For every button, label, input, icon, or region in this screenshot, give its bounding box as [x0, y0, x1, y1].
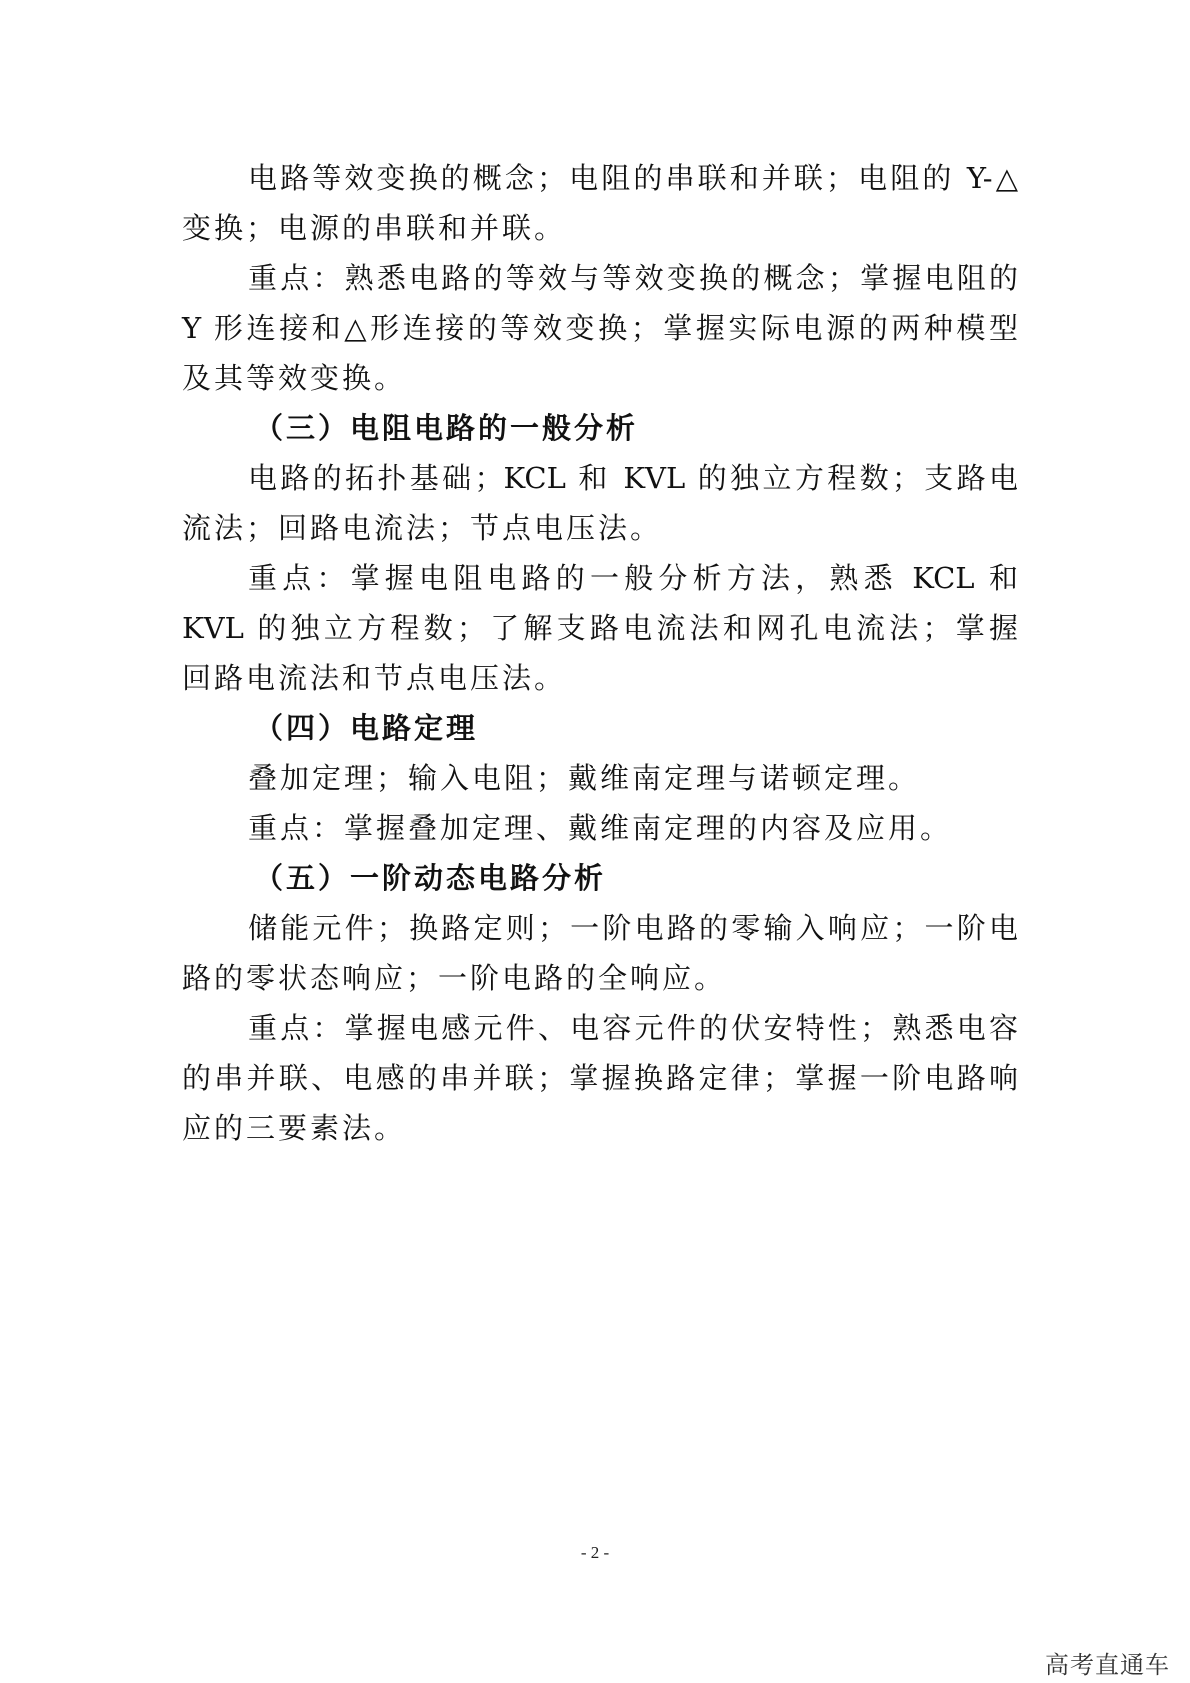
- paragraph-line: 的串并联、电感的串并联；掌握换路定律；掌握一阶电路响: [182, 1061, 1018, 1095]
- paragraph-line: 应的三要素法。: [182, 1111, 407, 1145]
- paragraph-line: KVL 的独立方程数；了解支路电流法和网孔电流法；掌握: [182, 611, 1018, 645]
- paragraph-line: 重点：掌握电感元件、电容元件的伏安特性；熟悉电容: [248, 1011, 1018, 1045]
- paragraph-line: 储能元件；换路定则；一阶电路的零输入响应；一阶电: [248, 911, 1018, 945]
- paragraph-line: 流法；回路电流法；节点电压法。: [182, 511, 663, 545]
- paragraph-line: 叠加定理；输入电阻；戴维南定理与诺顿定理。: [248, 761, 921, 795]
- section-heading: （四）电路定理: [254, 711, 479, 745]
- section-heading: （五）一阶动态电路分析: [254, 861, 607, 895]
- page-number: - 2 -: [580, 1543, 610, 1562]
- paragraph-line: 重点：熟悉电路的等效与等效变换的概念；掌握电阻的: [248, 261, 1018, 295]
- paragraph-line: 电路的拓扑基础；KCL 和 KVL 的独立方程数；支路电: [248, 461, 1018, 495]
- watermark-text: 高考直通车: [1045, 1651, 1170, 1679]
- paragraph-line: 变换；电源的串联和并联。: [182, 211, 567, 245]
- paragraph-line: 重点：掌握叠加定理、戴维南定理的内容及应用。: [248, 811, 953, 845]
- paragraph-line: 回路电流法和节点电压法。: [182, 661, 567, 695]
- paragraph-line: 电路等效变换的概念；电阻的串联和并联；电阻的 Y-△: [248, 161, 1018, 195]
- paragraph-line: 及其等效变换。: [182, 361, 407, 395]
- paragraph-line: 路的零状态响应；一阶电路的全响应。: [182, 961, 727, 995]
- section-heading: （三）电阻电路的一般分析: [254, 411, 639, 445]
- document-body: [182, 153, 1018, 1153]
- paragraph-line: 重点：掌握电阻电路的一般分析方法，熟悉 KCL 和: [248, 561, 1018, 595]
- paragraph-line: Y 形连接和△形连接的等效变换；掌握实际电源的两种模型: [182, 311, 1018, 345]
